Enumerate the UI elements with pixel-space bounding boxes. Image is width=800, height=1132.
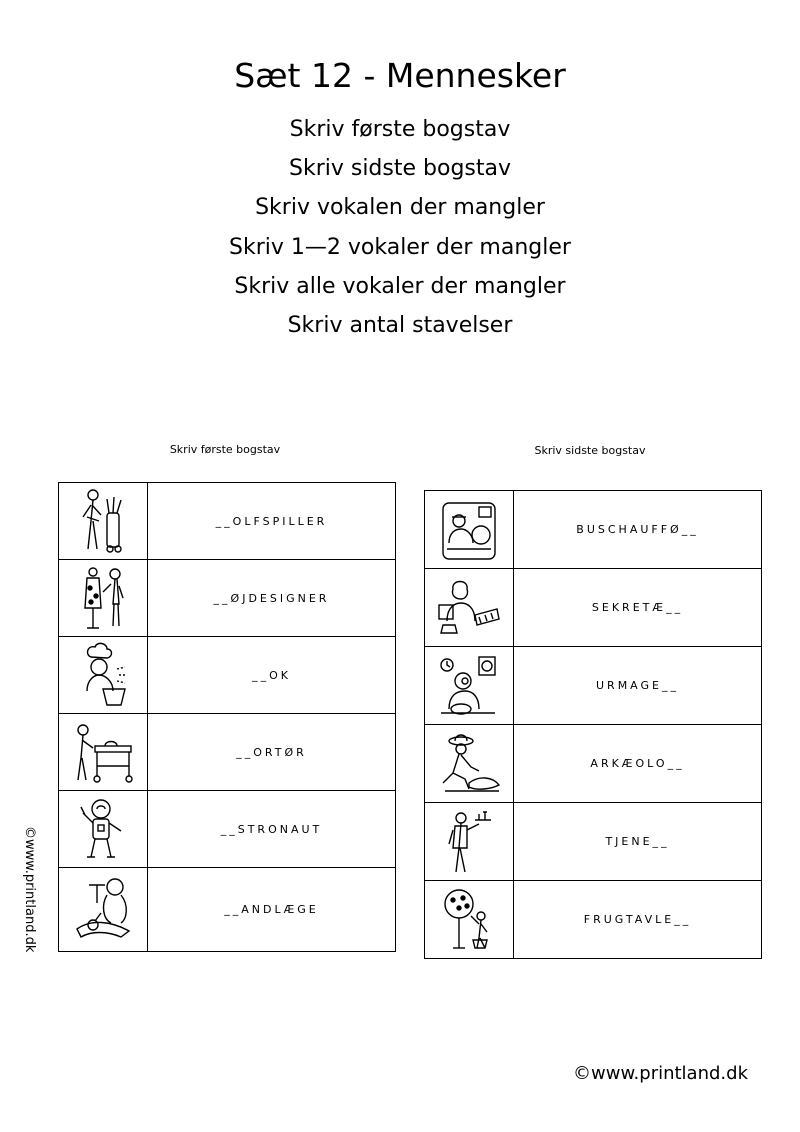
fashion-designer-icon [59,560,148,637]
word-cell[interactable]: __ORTØR [148,714,396,791]
table-row [425,803,762,881]
table-row [425,491,762,569]
table-row [59,868,396,952]
word-cell[interactable]: BUSCHAUFFØ__ [514,491,762,569]
word-cell[interactable]: SEKRETÆ__ [514,569,762,647]
table-row [59,714,396,791]
table-row [59,483,396,560]
word-cell[interactable]: URMAGE__ [514,647,762,725]
astronaut-icon [59,791,148,868]
word-cell[interactable]: __OK [148,637,396,714]
instruction-line: Skriv første bogstav [289,117,511,142]
left-section-label: Skriv første bogstav [169,443,281,456]
table-row [425,881,762,959]
archaeologist-icon [425,725,514,803]
left-worksheet-table [58,482,396,952]
cook-icon [59,637,148,714]
instruction-line: Skriv vokalen der mangler [255,195,545,221]
watchmaker-icon [425,647,514,725]
instructions-list [0,110,800,345]
page-title: Sæt 12 - Mennesker [234,56,566,95]
table-row [425,647,762,725]
hospital-porter-icon [59,714,148,791]
instruction-line: Skriv 1—2 vokaler der mangler [229,234,571,260]
table-row [59,791,396,868]
table-row [59,560,396,637]
side-copyright: ©www.printland.dk [22,826,37,953]
footer-copyright: ©www.printland.dk [573,1063,748,1084]
table-row [59,637,396,714]
waiter-icon [425,803,514,881]
bus-driver-icon [425,491,514,569]
word-cell[interactable]: __ANDLÆGE [148,868,396,952]
fruit-grower-icon [425,881,514,959]
instruction-line: Skriv sidste bogstav [288,156,511,182]
right-section-label: Skriv sidste bogstav [534,444,646,457]
word-cell[interactable]: ARKÆOLO__ [514,725,762,803]
table-row [425,725,762,803]
secretary-icon [425,569,514,647]
word-cell[interactable]: __ØJDESIGNER [148,560,396,637]
dentist-icon [59,868,148,952]
instruction-line: Skriv alle vokaler der mangler [234,273,566,299]
word-cell[interactable]: FRUGTAVLE__ [514,881,762,959]
instruction-line: Skriv antal stavelser [287,312,513,338]
word-cell[interactable]: __OLFSPILLER [148,483,396,560]
word-cell[interactable]: TJENE__ [514,803,762,881]
right-worksheet-table [424,490,762,959]
table-row [425,569,762,647]
golfer-icon [59,483,148,560]
word-cell[interactable]: __STRONAUT [148,791,396,868]
